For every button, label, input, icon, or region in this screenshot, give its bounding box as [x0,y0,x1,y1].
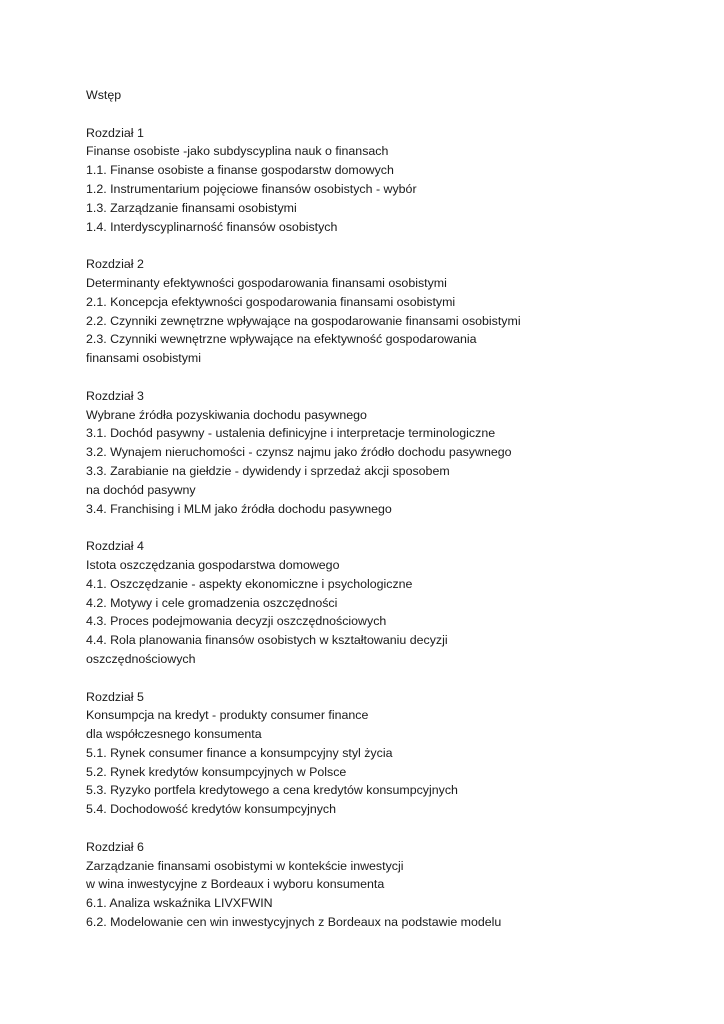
spacer [86,105,686,124]
section-line: 2.3. Czynniki wewnętrzne wpływające na efektywność gospodarowania [86,332,477,347]
chapter-heading: Rozdział 4 [86,539,144,554]
chapter-heading: Rozdział 2 [86,257,144,272]
section-line: 5.2. Rynek kredytów konsumpcyjnych w Polsce [86,764,347,779]
spacer [86,368,686,387]
section-line: 6.2. Modelowanie cen win inwestycyjnych z Bordeaux na podstawie modelu [86,915,502,930]
intro-heading: Wstęp [86,88,122,102]
section-line: 1.1. Finanse osobiste a finanse gospodarstw domowych [86,163,394,178]
chapter-title: Wybrane źródła pozyskiwania dochodu pasywnego [86,407,367,422]
section-line: 5.3. Ryzyko portfela kredytowego a cena kredytów konsumpcyjnych [86,783,458,798]
section-line: 3.1. Dochód pasywny - ustalenia definicyjne i interpretacje terminologiczne [86,426,496,441]
spacer [86,669,686,688]
section-line: finansami osobistymi [86,351,202,366]
section-line: 2.2. Czynniki zewnętrzne wpływające na gospodarowanie finansami osobistymi [86,313,521,328]
chapter-6 [86,838,686,932]
chapter-title: dla współczesnego konsumenta [86,727,262,742]
chapter-heading: Rozdział 1 [86,125,144,140]
chapter-title: Zarządzanie finansami osobistymi w kontekście inwestycji [86,858,404,873]
section-line: 3.4. Franchising i MLM jako źródła dochodu pasywnego [86,501,392,516]
chapter-heading: Rozdział 3 [86,388,144,403]
section-line: 2.1. Koncepcja efektywności gospodarowania finansami osobistymi [86,294,456,309]
section-line: 6.1. Analiza wskaźnika LIVXFWIN [86,896,273,911]
spacer [86,819,686,838]
section-line: 4.4. Rola planowania finansów osobistych w kształtowaniu decyzji [86,633,448,648]
chapter-1 [86,124,686,237]
chapter-2 [86,255,686,368]
section-line: 1.4. Interdyscyplinarność finansów osobistych [86,219,338,234]
chapter-title: Determinanty efektywności gospodarowania finansami osobistymi [86,275,447,290]
section-line: 1.2. Instrumentarium pojęciowe finansów osobistych - wybór [86,181,417,196]
section-line: 4.1. Oszczędzanie - aspekty ekonomiczne i psychologiczne [86,576,413,591]
chapter-title: Istota oszczędzania gospodarstwa domowego [86,557,340,572]
section-line: 1.3. Zarządzanie finansami osobistymi [86,200,297,215]
section-line: oszczędnościowych [86,651,196,666]
spacer [86,236,686,255]
chapter-title: Finanse osobiste -jako subdyscyplina nauk o finansach [86,144,389,159]
chapter-5 [86,688,686,820]
section-line: 5.1. Rynek consumer finance a konsumpcyjny styl życia [86,745,393,760]
section-line: 4.3. Proces podejmowania decyzji oszczędnościowych [86,614,387,629]
spacer [86,518,686,537]
chapter-heading: Rozdział 6 [86,839,144,854]
section-line: 3.2. Wynajem nieruchomości - czynsz najmu jako źródło dochodu pasywnego [86,445,512,460]
section-line: 4.2. Motywy i cele gromadzenia oszczędności [86,595,338,610]
chapter-4 [86,537,686,669]
section-line: 3.3. Zarabianie na giełdzie - dywidendy i sprzedaż akcji sposobem [86,463,450,478]
chapter-title: Konsumpcja na kredyt - produkty consumer finance [86,708,369,723]
chapter-title: w wina inwestycyjne z Bordeaux i wyboru konsumenta [86,877,385,892]
table-of-contents [86,86,686,932]
chapter-heading: Rozdział 5 [86,689,144,704]
section-line: na dochód pasywny [86,482,196,497]
section-line: 5.4. Dochodowość kredytów konsumpcyjnych [86,802,336,817]
chapter-3 [86,387,686,519]
